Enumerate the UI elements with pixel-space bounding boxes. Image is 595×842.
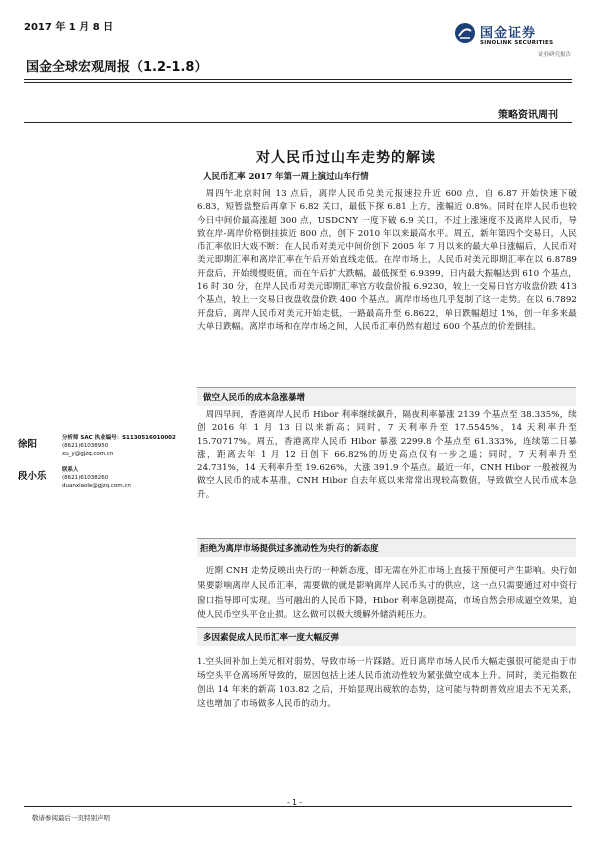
author-entry <box>18 464 188 496</box>
logo-chinese: 国金证券 <box>480 26 537 41</box>
page-number: - 1 - <box>287 798 302 807</box>
report-title: 国金全球宏观周报（1.2-1.8） <box>26 60 208 75</box>
author-email[interactable]: xu_y@gjzq.com.cn <box>62 451 114 457</box>
body-paragraph: 近期 CNH 走势反映出央行的一种新态度，即无需在外汇市场上直接干预便可产生影响。央行如果要影响离岸人民币汇率，需要做的就是影响离岸人民币头寸的供应，这一点只需要通过对中资行窗口指导即可实现。当可融出的人民币下降，Hibor 利率急剧提高，市场自然会形成逼空效果，迫使人民币空头平仓止损。这么做可以极大缓解外储消耗压力。 <box>197 566 577 621</box>
author-phone: (8621)61038260 <box>62 475 109 481</box>
section-heading: 拒绝为离岸市场提供过多流动性为央行的新态度 <box>200 544 379 554</box>
section-heading: 人民币汇率 2017 年第一周上演过山车行情 <box>203 172 369 182</box>
section-heading: 多因素促成人民币汇率一度大幅反弹 <box>203 633 340 643</box>
header-rule-thin <box>24 82 572 83</box>
logo-mark-icon <box>454 22 476 44</box>
logo-english: SINOLINK SECURITIES <box>480 40 554 46</box>
disclaimer-note: 敬请参阅最后一页特别声明 <box>32 814 110 822</box>
author-email[interactable]: duanxiaole@gjzq.com.cn <box>62 483 131 489</box>
section-heading: 做空人民币的成本急涨暴增 <box>203 393 306 403</box>
body-paragraph: 周四早间，香港离岸人民币 Hibor 利率继续飙升，隔夜利率暴涨 2139 个基点至 38.335%，续创 2016 年 1 月 13 日以来新高；同时，7 天利率升至 17.5545%，14 天利率升至 15.70717%。周五，香港离岸人民币 Hibor 暴涨 2299.8 个基点至 61.333%，连续第二日暴涨，距离去年 1 月 12 日创下 66.82%的历史高点仅有一步之遥；同时，7 天利率升至 24.731%，14 天利率升至 19.626%，大涨 391.9 个基点。最近一年，CNH Hibor 一般被视为做空人民币的成本基准，CNH Hibor 自去年底以来常常出现较高数值，导致做空人民币成本急升。 <box>197 410 577 500</box>
section-rule <box>24 122 572 123</box>
section-tag: 策略资讯周刊 <box>498 110 558 121</box>
author-cert: 分析师 SAC 执业编号：S1130516010002 <box>62 435 176 441</box>
author-phone: (8621)61038950 <box>62 443 109 449</box>
header-rule <box>24 79 572 80</box>
body-paragraph: 1.空头回补加上美元相对弱势，导致市场一片踩踏。近日离岸市场人民币大幅走强很可能是由于市场空头平仓离场所导致的，原因包括上述人民币流动性较为紧张做空成本上升。同时，美元指数在创出 14 年来的新高 103.82 之后，开始显现出疲软的态势，这可能与特朗普效应退去不无关系，这也增加了市场做多人民币的动力。 <box>197 657 577 709</box>
author-name: 徐阳 <box>18 439 38 450</box>
author-cert: 联系人 <box>62 467 79 473</box>
article-title: 对人民币过山车走势的解读 <box>256 150 436 166</box>
footer-rule <box>24 806 572 807</box>
author-name: 段小乐 <box>18 471 47 482</box>
logo-tagline: 证券研究报告 <box>538 52 572 58</box>
author-entry <box>18 432 188 464</box>
body-paragraph: 周四午北京时间 13 点后，离岸人民币兑美元报速拉升近 600 点，自 6.87 开始快速下破 6.83，短暂盘整后再拿下 6.82 关口，最低下探 6.81 上方，涨幅近 0.8%。同时在岸人民币也较今日中间价最高涨超 300 点，USDCNY 一度下破 6.9 关口，不过上涨速度不及离岸人民币，导致在岸-离岸价格倒挂拔近 800 点，创下 2010 年以来最高水平。周五，新年第四个交易日，人民币汇率依旧大戏不断：在人民币对美元中间价创下 2005 年 7 月以来的最大单日涨幅后，人民币对美元即期汇率和离岸汇率在午后开始直线走低。在岸市场上，人民币对美元即期汇率在以 6.8789 开盘后，开始缓慢贬值，而在午后扩大跌幅，最低探至 6.9399，日内最大振幅达到 610 个基点，16 时 30 分，在岸人民币对美元即期汇率官方收盘价报 6.9230，较上一交易日官方收盘价跌 413 个基点，较上一交易日夜盘收盘价跌 400 个基点。离岸市场也几乎复制了这一走势。在以 6.7892 开盘后，离岸人民币对美元开始走低，一路最高升至 6.8622，单日跌幅超过 1%，创一年多来最大单日跌幅。离岸市场和在岸市场之间，人民币汇率仍然有超过 600 个基点的价差倒挂。 <box>197 189 577 332</box>
author-block <box>18 432 188 496</box>
report-date: 2017 年 1 月 8 日 <box>24 22 114 33</box>
company-logo <box>454 20 584 68</box>
